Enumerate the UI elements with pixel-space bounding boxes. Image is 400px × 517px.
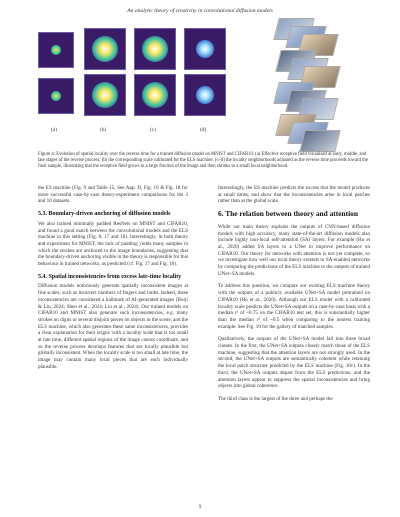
figure-caption: Figure 4: Evolution of spatial locality over the reverse time for a trained diffusion model on MNIST and CIFAR10. (a) Effective receptive field visualized at early, middle, and late stages of the reverse process; (b) the corresponding scale calibrated for the ELS machine; (c–d) the locality neighborhoods adjusted as the reverse time proceeds toward the final sample, illustrating that the receptive field grows to a large fraction of the image and then shrinks to a small local neighborhood. [38, 152, 368, 169]
paragraph: To address this question, we compare our existing ELS machine theory with the outputs of a publicly available UNet+SA model pretrained on CIFAR10 (Ho et al., 2020). Although our ELS model with a calibrated locality scale predicts the UNet+SA outputs on a case-by-case basis with a median r² of ~0.75 on the CIFAR10 test set, this is substantially higher than the median r² of ~0.5 when comparing to the nearest training example. See Fig. 10 for the gallery of matched samples. [218, 283, 370, 330]
running-header: An analytic theory of creativity in convolutional diffusion models [127, 8, 273, 14]
page-number: 9 [198, 504, 202, 510]
figure-image-stack [276, 18, 372, 150]
section-heading: 5.4. Spatial inconsistencies from excess late-time locality [38, 273, 182, 280]
paragraph: The third class is the largest of the three and perhaps the [218, 395, 333, 402]
figure-panel-a-label: (a) [51, 127, 57, 133]
figure-panel-b-label: (b) [100, 127, 107, 133]
paragraph: Interestingly, the ES machine predicts the excess that the model produces at small times, and show that the inconsistencies arise in local patches rather than at the global scale. [218, 185, 370, 205]
paragraph: the ES machine (Fig. 9 and Table 15, See App. D, Fig. 16 & Fig. 18 for more successful case-by-case theory-experiment comparisons for the 3 and 10 datasets. [38, 185, 188, 205]
figure-panel-c-label: (c) [150, 127, 156, 133]
image-card [299, 130, 340, 152]
paragraph: We also trained minimally padded ResNets on MNIST and CIFAR10, and found a good match between the convolutional models and the ELS machine in this setting (Fig. 8, 17 and 18). Interestingly, in both theory and experiment for MNIST, the lack of padding yields many samples in which the strokes are anchored to the image boundaries, suggesting that the boundary-driven anchoring visible in the theory is responsible for this behaviour in trained networks, as predicted (cf. Fig. 17 and Fig. 18). [38, 220, 188, 268]
figure-panel-a-bottom [38, 78, 74, 114]
left-column [38, 185, 188, 377]
figure-panel-d-top [184, 28, 226, 70]
right-column [218, 185, 370, 409]
figure-panel-d-label: (d) [200, 127, 207, 133]
paragraph: Diffusion models notoriously generate spatially inconsistent images at fine scales, such as incorrect numbers of fingers and limbs. Indeed, these inconsistencies are considered a hallmark of AI-generated images (Borji & Lin, 2024; Shen et al., 2024; Liu et al., 2024). Our trained models on CIFAR10 and MNIST also generate such inconsistencies, e.g. many strokes on digits or several disjoint pieces on objects in the scene, and the ELS machine, which also generates these same inconsistencies, provides a clear explanation for their origin: with a locality scale that is too small at late time, different spatial regions of the image cannot coordinate, and so the reverse process develops features that are locally plausible but globally inconsistent. When the locality scale is too small at late time, the image may contain many local pieces that are each individually plausible. [38, 283, 188, 370]
paragraph: Qualitatively, the outputs of the UNet+SA model fall into three broad classes. In the first, the UNet+SA outputs closely match those of the ELS machine, suggesting that the attention layers are not strongly used. In the second, the UNet+SA outputs are semantically coherent while retaining the local patch structure predicted by the ELS machine (Fig. 10c). In the third, the UNet+SA outputs depart from the ELS predictions, and the attention layers appear to suppress the spatial inconsistencies and bring objects into global coherence. [218, 336, 370, 390]
section-heading: 6. The relation between theory and attention [218, 209, 358, 219]
section-heading: 5.3. Boundary-driven anchoring of diffusion models [38, 211, 171, 218]
paragraph: While our main theory explains the outputs of CNN-based diffusion models with high accuracy, many state-of-the-art diffusion models also include highly non-local self-attention (SA) layers. For example (Ho et al., 2020) added SA layers to a UNet to improve performance on CIFAR10. Our theory for networks with attention is not yet complete, so we investigate how well our local theory extends to SA-enabled networks by comparing the predictions of the ELS machine to the outputs of trained UNet+SA models. [218, 223, 370, 277]
figure-panel-a-top [38, 32, 74, 68]
figure-panels [38, 26, 238, 144]
figure-panel-c-bottom [134, 74, 176, 116]
figure-panel-b-top [84, 28, 126, 70]
figure-panel-c-top [134, 28, 176, 70]
figure-panel-b-bottom [84, 74, 126, 116]
figure-panel-d-bottom [184, 74, 226, 116]
